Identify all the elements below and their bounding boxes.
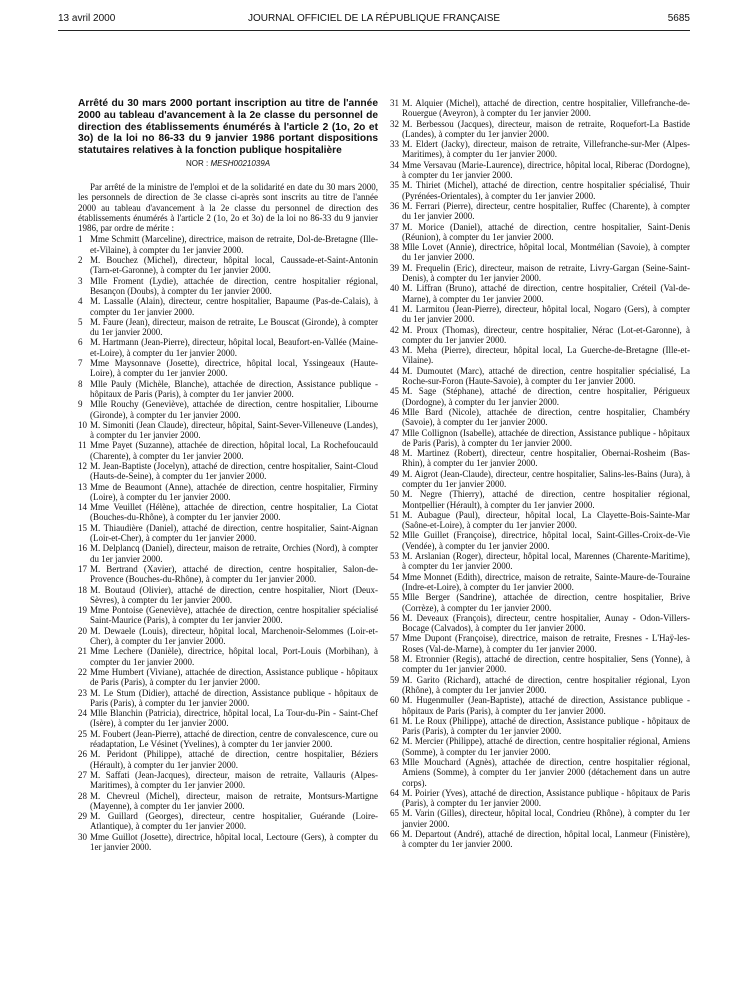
entry-text: Mme Pontoise (Geneviève), attachée de direction, centre hospitalier spécialisé Saint-Maurice (Paris), à compter du 1er janvier 2000. bbox=[90, 605, 378, 626]
entry-number: 39 bbox=[390, 262, 399, 273]
entry-text: M. Liffran (Bruno), attaché de direction, centre hospitalier, Créteil (Val-de-Marne), à compter du 1er janvier 2000. bbox=[402, 283, 690, 304]
entry-number: 11 bbox=[78, 440, 87, 451]
entry-text: Mme Dupont (Françoise), directrice, maison de retraite, Fresnes - L'Haÿ-les-Roses (Val-de-Marne), à compter du 1er janvier 2000. bbox=[402, 633, 690, 654]
list-item bbox=[390, 201, 690, 222]
entry-text: M. Frequelin (Eric), directeur, maison de retraite, Livry-Gargan (Seine-Saint-Denis), à compter du 1er janvier 2000. bbox=[402, 262, 690, 284]
list-item bbox=[78, 358, 378, 379]
entry-text: Mme Versavau (Marie-Laurence), directrice, hôpital local, Riberac (Dordogne), à compter du 1er janvier 2000. bbox=[402, 159, 690, 181]
entry-number: 13 bbox=[78, 481, 87, 492]
entry-text: M. Simoniti (Jean Claude), directeur, hôpital, Saint-Sever-Villeneuve (Landes), à compter du 1er janvier 2000. bbox=[90, 419, 378, 441]
list-item bbox=[390, 736, 690, 757]
list-item bbox=[78, 276, 378, 297]
entry-number: 57 bbox=[390, 633, 399, 644]
entry-number: 8 bbox=[78, 378, 83, 389]
entry-text: M. Saffati (Jean-Jacques), directeur, maison de retraite, Vallauris (Alpes-Maritimes), à compter du 1er janvier 2000. bbox=[90, 769, 378, 791]
entry-text: Mme Payet (Suzanne), attachée de direction, hôpital local, La Rochefoucauld (Charente), à compter du 1er janvier 2000. bbox=[90, 440, 378, 461]
list-item bbox=[78, 585, 378, 606]
entry-text: Mme Veuillet (Hélène), attachée de direction, centre hospitalier, La Ciotat (Bouches-du-Rhône), à compter du 1er janvier 2000. bbox=[90, 502, 378, 523]
entry-number: 20 bbox=[78, 625, 87, 636]
entry-text: Mme de Beaumont (Anne), attachée de direction, centre hospitalier, Firminy (Loire), à compter du 1er janvier 2000. bbox=[90, 481, 378, 502]
list-item bbox=[78, 543, 378, 564]
list-item bbox=[390, 530, 690, 551]
list-item bbox=[78, 502, 378, 523]
entry-text: M. Berbessou (Jacques), directeur, maison de retraite, Roquefort-La Bastide (Landes), à compter du 1er janvier 2000. bbox=[402, 118, 690, 139]
entry-number: 66 bbox=[390, 829, 399, 840]
header-date: 13 avril 2000 bbox=[58, 13, 116, 24]
entry-text: Mlle Mouchard (Agnès), attachée de direction, centre hospitalier régional, Amiens (Somme), à compter du 1er janvier 2000 (détachement dans un autre corps). bbox=[402, 757, 690, 788]
entry-text: Mlle Rouchy (Geneviève), attachée de direction, centre hospitalier, Libourne (Gironde), à compter du 1er janvier 2000. bbox=[90, 399, 378, 420]
entry-number: 52 bbox=[390, 530, 399, 541]
entry-number: 65 bbox=[390, 808, 399, 819]
entry-number: 48 bbox=[390, 448, 399, 459]
nor-label: NOR : bbox=[185, 158, 209, 168]
list-item bbox=[390, 139, 690, 160]
entry-number: 64 bbox=[390, 787, 399, 798]
entry-text: M. Guillard (Georges), directeur, centre hospitalier, Guérande (Loire-Atlantique), à compter du 1er janvier 2000. bbox=[90, 811, 378, 832]
entry-number: 31 bbox=[390, 98, 399, 108]
list-item bbox=[78, 605, 378, 626]
entry-text: M. Dewaele (Louis), directeur, hôpital local, Marchenoir-Selommes (Loir-et-Cher), à compter du 1er janvier 2000. bbox=[90, 625, 378, 647]
entry-number: 61 bbox=[390, 715, 399, 726]
entry-text: M. Arslanian (Roger), directeur, hôpital local, Marennes (Charente-Maritime), à compter du 1er janvier 2000. bbox=[402, 551, 690, 572]
entry-text: M. Bouchez (Michel), directeur, hôpital local, Caussade-et-Saint-Antonin (Tarn-et-Garonne), à compter du 1er janvier 2000. bbox=[90, 255, 378, 276]
article-title: Arrêté du 30 mars 2000 portant inscription au titre de l'année 2000 au tableau d'avancement à la 2e classe du personnel de direction des établissements énumérés à l'article 2 (1o, 2o et 3o) de la loi no 86-33 du 9 janvier 1986 portant dispositions statutaires relatives à la fonction publique hospitalière bbox=[78, 98, 378, 157]
list-item bbox=[78, 791, 378, 812]
list-item bbox=[78, 461, 378, 482]
entry-number: 55 bbox=[390, 592, 399, 603]
entry-text: M. Garito (Richard), attaché de direction, centre hospitalier régional, Lyon (Rhône), à compter du 1er janvier 2000. bbox=[402, 674, 690, 695]
entry-text: M. Eldert (Jacky), directeur, maison de retraite, Villefranche-sur-Mer (Alpes-Maritimes), à compter du 1er janvier 2000. bbox=[402, 139, 690, 160]
entry-text: M. Dumoutet (Marc), attaché de direction, centre hospitalier spécialisé, La Roche-sur-Foron (Haute-Savoie), à compter du 1er janvier 2000. bbox=[402, 365, 690, 387]
list-item bbox=[390, 695, 690, 716]
entry-text: M. Departout (André), attaché de direction, hôpital local, Lanmeur (Finistère), à compter du 1er janvier 2000. bbox=[402, 829, 690, 850]
entry-number: 38 bbox=[390, 242, 399, 253]
list-item bbox=[78, 749, 378, 770]
entry-text: Mme Humbert (Viviane), attachée de direction, Assistance publique - hôpitaux de Paris (Paris), à compter du 1er janvier 2000. bbox=[90, 666, 378, 688]
list-item bbox=[390, 386, 690, 407]
list-item bbox=[78, 234, 378, 255]
entry-number: 56 bbox=[390, 612, 399, 623]
entry-text: Mlle Lovet (Annie), directrice, hôpital local, Montmélian (Savoie), à compter du 1er janvier 2000. bbox=[402, 242, 690, 263]
entry-text: M. Bertrand (Xavier), attaché de direction, centre hospitalier, Salon-de-Provence (Bouches-du-Rhône), à compter du 1er janvier 2000. bbox=[90, 563, 378, 585]
list-item bbox=[390, 613, 690, 634]
entry-number: 28 bbox=[78, 790, 87, 801]
list-item bbox=[78, 832, 378, 853]
list-item bbox=[78, 729, 378, 750]
list-item bbox=[78, 440, 378, 461]
entry-text: M. Varin (Gilles), directeur, hôpital local, Condrieu (Rhône), à compter du 1er janvier 2000. bbox=[402, 808, 690, 829]
nor-reference bbox=[78, 159, 378, 168]
list-item bbox=[78, 811, 378, 832]
list-item bbox=[390, 160, 690, 181]
entry-text: Mme Monnet (Edith), directrice, maison de retraite, Sainte-Maure-de-Touraine (Indre-et-Loire), à compter du 1er janvier 2000. bbox=[402, 571, 690, 592]
entry-number: 25 bbox=[78, 728, 87, 739]
entry-number: 3 bbox=[78, 275, 83, 286]
entry-number: 26 bbox=[78, 749, 87, 760]
list-item bbox=[390, 716, 690, 737]
entry-text: M. Lassalle (Alain), directeur, centre hospitalier, Bapaume (Pas-de-Calais), à compter du 1er janvier 2000. bbox=[90, 296, 378, 317]
list-item bbox=[390, 428, 690, 449]
article-intro: Par arrêté de la ministre de l'emploi et de la solidarité en date du 30 mars 2000, les personnels de direction de 3e classe ci-après sont inscrits au titre de l'année 2000 au tableau d'avancement à la 2e classe du personnel de direction des établissements énumérés à l'article 2 (1o, 2o et 3o) de la loi no 86-33 du 9 janvier 1986, par ordre de mérite : bbox=[78, 181, 378, 234]
entry-number: 50 bbox=[390, 489, 399, 500]
entry-text: Mme Maysonnave (Josette), directrice, hôpital local, Yssingeaux (Haute-Loire), à compter du 1er janvier 2000. bbox=[90, 358, 378, 379]
entry-text: Mlle Guillet (Françoise), directrice, hôpital local, Saint-Gilles-Croix-de-Vie (Vendée), à compter du 1er janvier 2000. bbox=[402, 530, 690, 551]
entry-number: 51 bbox=[390, 509, 399, 520]
entry-number: 19 bbox=[78, 605, 87, 616]
list-item bbox=[78, 317, 378, 338]
list-item bbox=[390, 345, 690, 366]
list-item bbox=[390, 304, 690, 325]
entry-text: M. Aubague (Paul), directeur, hôpital local, La Clayette-Bois-Sainte-Mar (Saône-et-Loire), à compter du 1er janvier 2000. bbox=[402, 509, 690, 531]
entry-text: M. Chevreul (Michel), directeur, maison de retraite, Montsurs-Martigne (Mayenne), à compter du 1er janvier 2000. bbox=[90, 790, 378, 811]
entry-text: M. Larmitou (Jean-Pierre), directeur, hôpital local, Nogaro (Gers), à compter du 1er janvier 2000. bbox=[402, 303, 690, 325]
entry-text: M. Thiaudière (Daniel), attaché de direction, centre hospitalier, Saint-Aignan (Loir-et-Cher), à compter du 1er janvier 2000. bbox=[90, 522, 378, 544]
entry-text: M. Etronnier (Regis), attaché de direction, centre hospitalier, Sens (Yonne), à compter du 1er janvier 2000. bbox=[402, 654, 690, 675]
header-journal-title: JOURNAL OFFICIEL DE LA RÉPUBLIQUE FRANÇAISE bbox=[247, 13, 501, 24]
list-item bbox=[390, 757, 690, 788]
entry-text: M. Jean-Baptiste (Jocelyn), attaché de direction, centre hospitalier, Saint-Cloud (Hauts-de-Seine), à compter du 1er janvier 2000. bbox=[90, 461, 378, 482]
entry-number: 35 bbox=[390, 180, 399, 191]
list-item bbox=[390, 829, 690, 850]
entry-text: Mlle Blanchin (Patricia), directrice, hôpital local, La Tour-du-Pin - Saint-Chef (Isère), à compter du 1er janvier 2000. bbox=[90, 708, 378, 729]
right-column bbox=[390, 98, 690, 850]
entry-number: 17 bbox=[78, 563, 87, 574]
entry-text: M. Poirier (Yves), attaché de direction, Assistance publique - hôpitaux de Paris (Paris), à compter du 1er janvier 2000. bbox=[402, 787, 690, 809]
entry-list-right bbox=[390, 98, 690, 850]
list-item bbox=[390, 98, 690, 119]
entry-list-left bbox=[78, 234, 378, 852]
entry-text: M. Ferrari (Pierre), directeur, centre hospitalier, Ruffec (Charente), à compter du 1er janvier 2000. bbox=[402, 200, 690, 222]
list-item bbox=[78, 770, 378, 791]
list-item bbox=[390, 551, 690, 572]
entry-number: 62 bbox=[390, 736, 399, 747]
entry-text: M. Hugenmuller (Jean-Baptiste), attaché de direction, Assistance publique - hôpitaux de Paris (Paris), à compter du 1er janvier 2000. bbox=[402, 695, 690, 716]
entry-text: M. Deveaux (François), directeur, centre hospitalier, Aunay - Odon-Villers-Bocage (Calvados), à compter du 1er janvier 2000. bbox=[402, 612, 690, 634]
entry-text: Mlle Pauly (Michèle, Blanche), attachée de direction, Assistance publique - hôpitaux de Paris (Paris), à compter du 1er janvier 2000. bbox=[90, 378, 378, 399]
entry-number: 15 bbox=[78, 522, 87, 533]
entry-text: M. Martinez (Robert), directeur, centre hospitalier, Obernai-Rosheim (Bas-Rhin), à compter du 1er janvier 2000. bbox=[402, 448, 690, 469]
entry-text: M. Hartmann (Jean-Pierre), directeur, hôpital local, Beaufort-en-Vallée (Maine-et-Loire), à compter du 1er janvier 2000. bbox=[90, 337, 378, 358]
header-rule bbox=[58, 30, 690, 31]
entry-number: 6 bbox=[78, 337, 83, 348]
entry-text: M. Meha (Pierre), directeur, hôpital local, La Guerche-de-Bretagne (Ille-et-Vilaine). bbox=[402, 345, 690, 366]
entry-number: 42 bbox=[390, 324, 399, 335]
list-item bbox=[78, 420, 378, 441]
list-item bbox=[390, 675, 690, 696]
list-item bbox=[78, 399, 378, 420]
entry-text: M. Peridont (Philippe), attaché de direction, centre hospitalier, Béziers (Hérault), à compter du 1er janvier 2000. bbox=[90, 749, 378, 770]
entry-text: M. Le Stum (Didier), attaché de direction, Assistance publique - hôpitaux de Paris (Paris), à compter du 1er janvier 2000. bbox=[90, 687, 378, 708]
page-header bbox=[58, 13, 690, 27]
entry-number: 24 bbox=[78, 708, 87, 719]
entry-number: 47 bbox=[390, 427, 399, 438]
list-item bbox=[78, 667, 378, 688]
entry-text: M. Mercier (Philippe), attaché de direction, centre hospitalier régional, Amiens (Somme), à compter du 1er janvier 2000. bbox=[402, 736, 690, 757]
entry-text: Mlle Collignon (Isabelle), attachée de direction, Assistance publique - hôpitaux de Paris (Paris), à compter du 1er janvier 2000. bbox=[402, 427, 690, 448]
entry-text: M. Foubert (Jean-Pierre), attaché de direction, centre de convalescence, cure ou réadaptation, Le Vésinet (Yvelines), à compter du 1er janvier 2000. bbox=[90, 728, 378, 750]
entry-number: 54 bbox=[390, 571, 399, 582]
entry-number: 21 bbox=[78, 646, 87, 657]
entry-text: M. Sage (Stéphane), attaché de direction, centre hospitalier, Périgueux (Dordogne), à compter du 1er janvier 2000. bbox=[402, 386, 690, 407]
list-item bbox=[390, 469, 690, 490]
list-item bbox=[390, 366, 690, 387]
entry-number: 44 bbox=[390, 365, 399, 376]
entry-text: Mme Schmitt (Marceline), directrice, maison de retraite, Dol-de-Bretagne (Ille-et-Vilaine), à compter du 1er janvier 2000. bbox=[90, 234, 378, 255]
list-item bbox=[78, 626, 378, 647]
nor-code: MESH0021039A bbox=[210, 158, 271, 168]
entry-number: 18 bbox=[78, 584, 87, 595]
list-item bbox=[78, 379, 378, 400]
entry-number: 23 bbox=[78, 687, 87, 698]
list-item bbox=[390, 788, 690, 809]
entry-number: 29 bbox=[78, 811, 87, 822]
entry-number: 10 bbox=[78, 419, 87, 430]
entry-number: 34 bbox=[390, 159, 399, 170]
entry-text: Mlle Froment (Lydie), attachée de direction, centre hospitalier régional, Besançon (Doubs), à compter du 1er janvier 2000. bbox=[90, 275, 378, 296]
entry-number: 5 bbox=[78, 316, 83, 327]
entry-text: M. Aigrot (Jean-Claude), directeur, centre hospitalier, Salins-les-Bains (Jura), à compter du 1er janvier 2000. bbox=[402, 468, 690, 489]
entry-number: 40 bbox=[390, 283, 399, 294]
entry-number: 53 bbox=[390, 551, 399, 562]
entry-number: 27 bbox=[78, 769, 87, 780]
entry-text: Mme Guillot (Josette), directrice, hôpital local, Lectoure (Gers), à compter du 1er janvier 2000. bbox=[90, 831, 378, 852]
entry-text: M. Alquier (Michel), attaché de direction, centre hospitalier, Villefranche-de-Rouergue (Aveyron), à compter du 1er janvier 2000. bbox=[402, 98, 690, 119]
list-item bbox=[390, 283, 690, 304]
entry-text: M. Negre (Thierry), attaché de direction, centre hospitalier régional, Montpellier (Hérault), à compter du 1er janvier 2000. bbox=[402, 489, 690, 510]
entry-text: M. Morice (Daniel), attaché de direction, centre hospitalier, Saint-Denis (Réunion), à compter du 1er janvier 2000. bbox=[402, 221, 690, 242]
entry-number: 22 bbox=[78, 666, 87, 677]
list-item bbox=[390, 808, 690, 829]
list-item bbox=[390, 592, 690, 613]
list-item bbox=[78, 482, 378, 503]
list-item bbox=[390, 407, 690, 428]
list-item bbox=[390, 489, 690, 510]
entry-number: 32 bbox=[390, 118, 399, 129]
list-item bbox=[390, 242, 690, 263]
entry-number: 45 bbox=[390, 386, 399, 397]
entry-number: 30 bbox=[78, 831, 87, 842]
list-item bbox=[78, 337, 378, 358]
entry-number: 2 bbox=[78, 255, 83, 266]
entry-number: 37 bbox=[390, 221, 399, 232]
list-item bbox=[390, 654, 690, 675]
entry-number: 59 bbox=[390, 674, 399, 685]
left-column bbox=[78, 98, 378, 852]
entry-number: 60 bbox=[390, 695, 399, 706]
entry-number: 33 bbox=[390, 139, 399, 150]
list-item bbox=[390, 119, 690, 140]
entry-number: 36 bbox=[390, 200, 399, 211]
list-item bbox=[390, 633, 690, 654]
entry-number: 7 bbox=[78, 358, 83, 369]
entry-text: M. Le Roux (Philippe), attaché de direction, Assistance publique - hôpitaux de Paris (Paris), à compter du 1er janvier 2000. bbox=[402, 715, 690, 737]
entry-number: 63 bbox=[390, 757, 399, 767]
list-item bbox=[78, 296, 378, 317]
list-item bbox=[390, 180, 690, 201]
entry-text: Mme Lechere (Danièle), directrice, hôpital local, Port-Louis (Morbihan), à compter du 1er janvier 2000. bbox=[90, 646, 378, 667]
list-item bbox=[78, 708, 378, 729]
entry-number: 1 bbox=[78, 234, 83, 245]
entry-number: 43 bbox=[390, 345, 399, 356]
entry-number: 41 bbox=[390, 303, 399, 314]
entry-text: M. Proux (Thomas), directeur, centre hospitalier, Nérac (Lot-et-Garonne), à compter du 1er janvier 2000. bbox=[402, 324, 690, 345]
list-item bbox=[78, 688, 378, 709]
header-page-number: 5685 bbox=[667, 13, 690, 24]
entry-number: 4 bbox=[78, 296, 83, 307]
list-item bbox=[390, 325, 690, 346]
entry-number: 16 bbox=[78, 543, 87, 554]
list-item bbox=[78, 564, 378, 585]
entry-text: M. Delplancq (Daniel), directeur, maison de retraite, Orchies (Nord), à compter du 1er janvier 2000. bbox=[90, 543, 378, 564]
list-item bbox=[78, 255, 378, 276]
entry-number: 14 bbox=[78, 502, 87, 513]
entry-number: 49 bbox=[390, 468, 399, 479]
entry-text: M. Boutaud (Olivier), attaché de direction, centre hospitalier, Niort (Deux-Sèvres), à compter du 1er janvier 2000. bbox=[90, 584, 378, 605]
list-item bbox=[390, 572, 690, 593]
entry-text: M. Thiriet (Michel), attaché de direction, centre hospitalier spécialisé, Thuir (Pyrénées-Orientales), à compter du 1er janvier 2000. bbox=[402, 180, 690, 201]
entry-text: Mlle Bard (Nicole), attachée de direction, centre hospitalier, Chambéry (Savoie), à compter du 1er janvier 2000. bbox=[402, 406, 690, 428]
entry-text: Mlle Berger (Sandrine), attachée de direction, centre hospitalier, Brive (Corrèze), à compter du 1er janvier 2000. bbox=[402, 592, 690, 613]
list-item bbox=[390, 448, 690, 469]
entry-number: 12 bbox=[78, 461, 87, 471]
list-item bbox=[78, 646, 378, 667]
entry-number: 58 bbox=[390, 654, 399, 665]
list-item bbox=[390, 263, 690, 284]
list-item bbox=[78, 523, 378, 544]
list-item bbox=[390, 510, 690, 531]
entry-number: 46 bbox=[390, 406, 399, 417]
list-item bbox=[390, 222, 690, 243]
entry-text: M. Faure (Jean), directeur, maison de retraite, Le Bouscat (Gironde), à compter du 1er janvier 2000. bbox=[90, 316, 378, 338]
entry-number: 9 bbox=[78, 399, 83, 410]
